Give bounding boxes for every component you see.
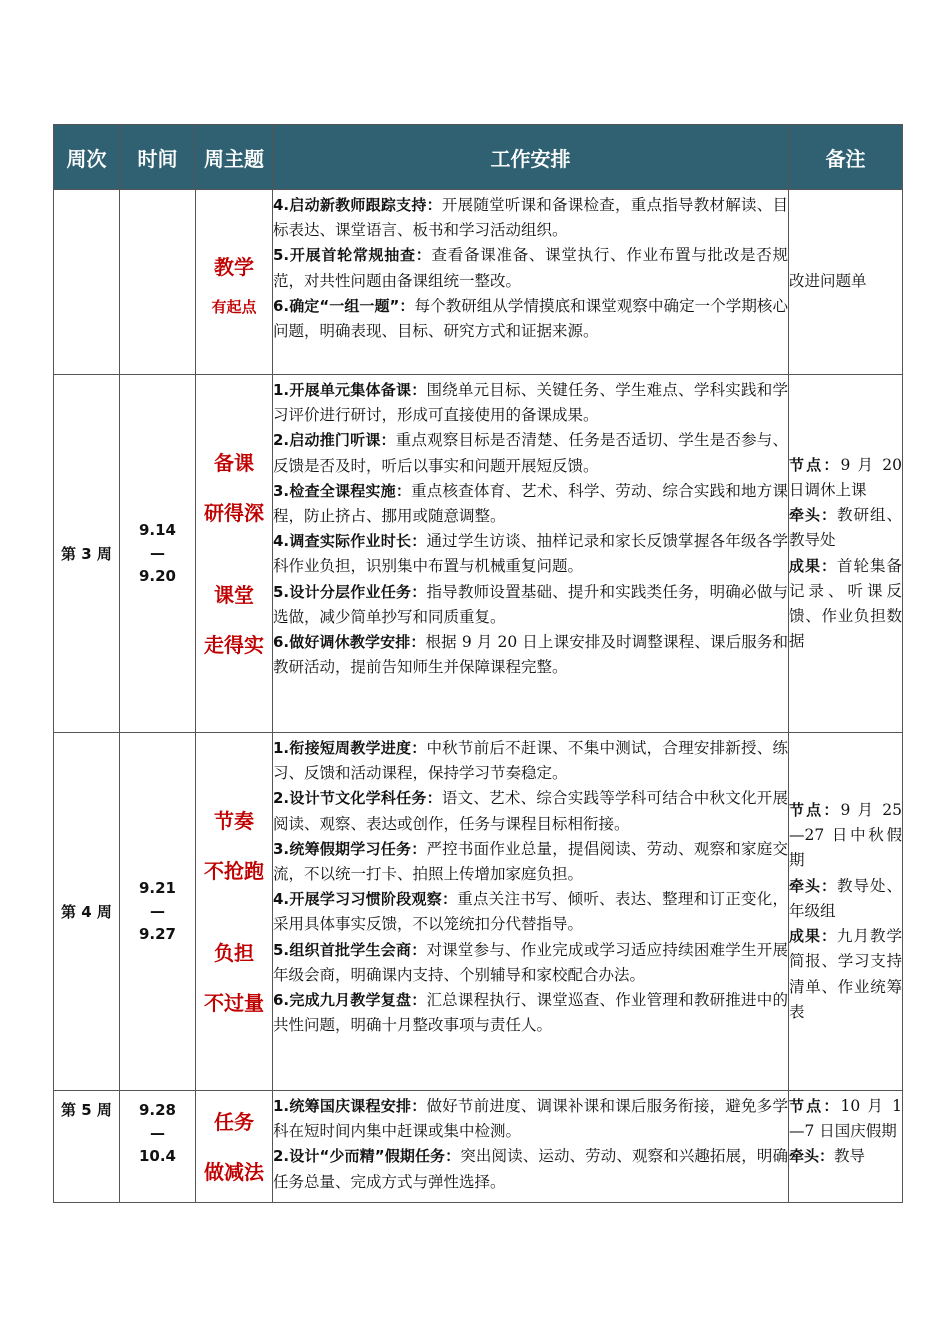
work-item	[273, 837, 788, 887]
time-cell	[120, 733, 196, 1091]
theme-line: 做减法	[204, 1160, 264, 1184]
work-item-text: 开展随堂听课和备课检查，重点指导教材解读、目标表达、课堂语言、板书和学习活动组织。	[273, 196, 788, 240]
note-text: 9 月 25—27 日中秋假期	[789, 801, 902, 870]
time-dash: —	[150, 902, 165, 920]
theme-line: 走得实	[204, 632, 264, 657]
work-item-label: 4.启动新教师跟踪支持：	[273, 196, 442, 214]
note-cell	[789, 1091, 903, 1203]
note-text: 教研组、教导处	[789, 506, 902, 550]
note-text: 首轮集备记录、听课反馈、作业负担数据	[789, 556, 902, 651]
work-item	[273, 736, 788, 786]
note-text: 九月教学简报、学习支持清单、作业统筹表	[789, 927, 902, 1021]
work-item	[273, 428, 788, 478]
work-item	[273, 479, 788, 529]
work-item-label: 5.设计分层作业任务：	[273, 582, 427, 601]
note-item	[789, 503, 902, 553]
work-item-text: 严控书面作业总量，提倡阅读、劳动、观察和家庭交流，不以统一打卡、拍照上传增加家庭负担。	[273, 839, 788, 884]
theme-line: 负担	[214, 940, 254, 965]
table-row	[54, 733, 903, 1091]
theme-line: 有起点	[211, 298, 257, 316]
work-item	[273, 378, 788, 428]
time-end: 9.27	[138, 925, 176, 943]
work-item-text: 突出阅读、运动、劳动、观察和兴趣拓展，明确任务总量、完成方式与弹性选择。	[273, 1147, 788, 1191]
work-item-text: 通过学生访谈、抽样记录和家长反馈掌握各年级各学科作业负担，识别集中布置与机械重复问题。	[273, 532, 788, 576]
work-item	[273, 938, 788, 988]
work-item	[273, 1144, 788, 1194]
time-dash: —	[150, 544, 165, 562]
note-label: 成果：	[789, 556, 837, 575]
week-cell: 第 5 周	[54, 1091, 120, 1203]
work-item-label: 4.开展学习习惯阶段观察：	[273, 890, 458, 909]
work-item-label: 2.设计“少而精”假期任务：	[273, 1147, 461, 1166]
work-item-label: 1.统筹国庆课程安排：	[273, 1097, 427, 1115]
note-item	[789, 554, 902, 655]
work-cell	[273, 375, 789, 733]
work-item-text: 根据 9 月 20 日上课安排及时调整课程、课后服务和教研活动，提前告知师生并保障课程完整。	[273, 633, 789, 677]
work-item	[273, 1094, 788, 1144]
time-cell	[120, 375, 196, 733]
note-label: 节点：	[789, 801, 841, 820]
work-item-label: 1.开展单元集体备课：	[273, 381, 427, 399]
work-item-label: 6.做好调休教学安排：	[273, 633, 426, 652]
note-text: 9 月 20 日调休上课	[789, 455, 902, 499]
theme-cell	[196, 1091, 273, 1203]
table-row	[54, 190, 903, 375]
work-item-label: 3.统筹假期学习任务：	[273, 839, 427, 858]
week-cell: 第 4 周	[54, 733, 120, 1091]
work-item-text: 重点核查体育、艺术、科学、劳动、综合实践和地方课程，防止挤占、挪用或随意调整。	[273, 481, 788, 526]
work-item-label: 2.启动推门听课：	[273, 431, 396, 450]
theme-line: 任务	[214, 1110, 254, 1134]
work-item-text: 语文、艺术、综合实践等学科可结合中秋文化开展阅读、观察、表达或创作，任务与课程目标相衔接。	[273, 789, 788, 833]
work-item-text: 重点观察目标是否清楚、任务是否适切、学生是否参与、反馈是否及时，听后以事实和问题开展短反馈。	[273, 431, 788, 475]
theme-line: 研得深	[204, 500, 264, 525]
table-row	[54, 1091, 903, 1203]
work-item	[273, 580, 788, 630]
note-item	[789, 798, 902, 874]
theme-cell	[196, 190, 273, 375]
time-end: 10.4	[138, 1147, 176, 1165]
header-week: 周次	[54, 125, 120, 190]
note-label: 节点：	[789, 1097, 841, 1115]
work-item-text: 对课堂参与、作业完成或学习适应持续困难学生开展年级会商，明确课内支持、个别辅导和家校配合办法。	[273, 940, 788, 984]
time-start: 9.28	[138, 1101, 176, 1119]
work-item	[273, 887, 788, 937]
theme-cell	[196, 733, 273, 1091]
note-item	[789, 1144, 902, 1169]
note-label: 牵头：	[789, 1147, 835, 1166]
work-item-text: 围绕单元目标、关键任务、学生难点、学科实践和学习评价进行研讨，形成可直接使用的备课成果。	[273, 381, 788, 425]
time-dash: —	[150, 1124, 165, 1142]
work-item-text: 汇总课程执行、课堂巡查、作业管理和教研推进中的共性问题，明确十月整改事项与责任人。	[273, 991, 788, 1035]
time-end: 9.20	[138, 567, 176, 585]
work-item-label: 3.检查全课程实施：	[273, 481, 412, 500]
work-item-text: 查看备课准备、课堂执行、作业布置与批改是否规范，对共性问题由备课组统一整改。	[273, 246, 788, 290]
work-item-label: 6.确定“一组一题”：	[273, 296, 415, 315]
header-note: 备注	[789, 125, 903, 190]
work-item-text: 指导教师设置基础、提升和实践类任务，明确必做与选做，减少简单抄写和同质重复。	[273, 582, 788, 626]
work-item-label: 5.开展首轮常规抽查：	[273, 246, 432, 265]
work-item-label: 5.组织首批学生会商：	[273, 940, 427, 959]
work-item-label: 6.完成九月教学复盘：	[273, 991, 427, 1010]
theme-line: 节奏	[214, 808, 254, 833]
header-row	[54, 125, 903, 190]
note-label: 节点：	[789, 455, 841, 474]
note-item	[789, 874, 902, 924]
theme-cell	[196, 375, 273, 733]
note-cell	[789, 733, 903, 1091]
note-item	[789, 1094, 902, 1144]
week-cell: 第 3 周	[54, 375, 120, 733]
theme-line: 教学	[214, 255, 254, 279]
work-item	[273, 193, 788, 243]
work-item-text: 中秋节前后不赶课、不集中测试，合理安排新授、练习、反馈和活动课程，保持学习节奏稳定。	[273, 739, 788, 783]
work-item-label: 1.衔接短周教学进度：	[273, 739, 427, 757]
note-text: 教导处、年级组	[789, 876, 902, 920]
header-time: 时间	[120, 125, 196, 190]
note-text: 教导	[834, 1147, 866, 1166]
time-start: 9.21	[138, 879, 176, 897]
work-cell	[273, 190, 789, 375]
work-item	[273, 294, 788, 344]
work-item-text: 重点关注书写、倾听、表达、整理和订正变化，采用具体事实反馈，不以笼统扣分代替指导。	[273, 890, 788, 934]
work-item	[273, 243, 788, 293]
work-item	[273, 630, 788, 680]
note-label: 牵头：	[789, 876, 837, 895]
work-item-text: 每个教研组从学情摸底和课堂观察中确定一个学期核心问题，明确表现、目标、研究方式和证据来源。	[273, 296, 788, 341]
table-row	[54, 375, 903, 733]
work-item-label: 4.调查实际作业时长：	[273, 532, 427, 551]
work-item	[273, 988, 788, 1038]
note-text: 10 月 1—7 日国庆假期	[789, 1097, 902, 1141]
theme-line: 不抢跑	[204, 858, 264, 883]
time-start: 9.14	[138, 521, 176, 539]
note-item	[789, 924, 902, 1025]
note-item	[789, 453, 902, 503]
week-cell	[54, 190, 120, 375]
header-work: 工作安排	[273, 125, 789, 190]
time-cell	[120, 1091, 196, 1203]
work-item	[273, 529, 788, 579]
work-item-label: 2.设计节文化学科任务：	[273, 789, 442, 808]
note-cell	[789, 375, 903, 733]
header-theme: 周主题	[196, 125, 273, 190]
note-cell: 改进问题单	[789, 190, 903, 375]
theme-line: 备课	[214, 450, 254, 475]
work-item-text: 做好节前进度、调课补课和课后服务衔接，避免多学科在短时间内集中赶课或集中检测。	[273, 1097, 788, 1141]
theme-line: 课堂	[214, 582, 254, 607]
time-cell	[120, 190, 196, 375]
theme-line: 不过量	[204, 990, 264, 1015]
note-label: 牵头：	[789, 506, 837, 525]
work-cell	[273, 733, 789, 1091]
schedule-table	[53, 124, 903, 1203]
note-label: 成果：	[789, 927, 837, 946]
work-cell	[273, 1091, 789, 1203]
work-item	[273, 786, 788, 836]
